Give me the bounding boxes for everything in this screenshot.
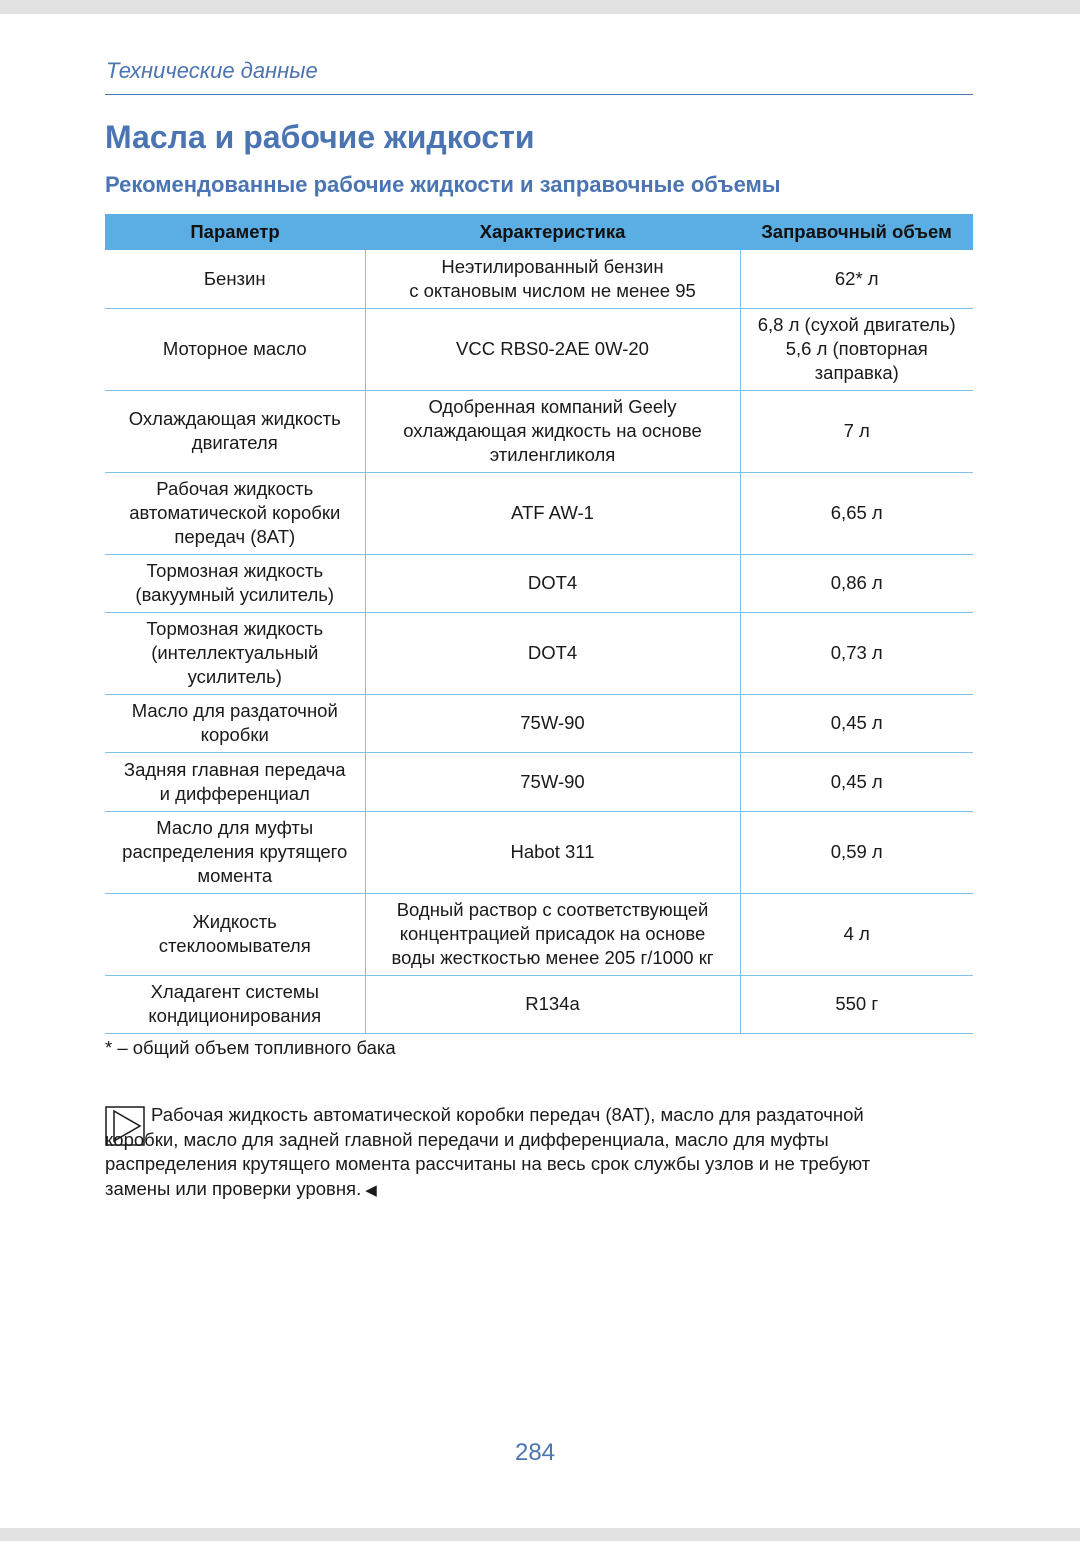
table-row	[105, 472, 973, 554]
table-header-row	[105, 214, 973, 250]
cell-parameter-line: автоматической коробки	[129, 502, 341, 523]
table-row	[105, 893, 973, 975]
cell-parameter	[105, 694, 365, 752]
fluids-table	[105, 214, 973, 1034]
cell-parameter-line: кондиционирования	[148, 1005, 322, 1026]
footnote: * – общий объем топливного бака	[105, 1037, 396, 1058]
cell-parameter-line: Тормозная жидкость	[146, 618, 324, 639]
table-row	[105, 752, 973, 811]
cell-volume	[740, 612, 973, 694]
cell-volume-line: заправка)	[814, 362, 899, 383]
page-subtitle: Рекомендованные рабочие жидкости и заправочные объемы	[105, 172, 781, 197]
cell-volume-line: 0,45 л	[830, 712, 883, 733]
cell-volume	[740, 811, 973, 893]
table-row	[105, 811, 973, 893]
cell-volume	[740, 893, 973, 975]
cell-specification	[365, 250, 740, 308]
cell-volume	[740, 975, 973, 1033]
cell-parameter	[105, 250, 365, 308]
cell-specification	[365, 893, 740, 975]
cell-specification-line: DOT4	[527, 642, 578, 663]
cell-volume-line: 6,65 л	[830, 502, 883, 523]
cell-specification-line: Водный раствор с соответствующей	[396, 899, 709, 920]
cell-volume-line: 0,59 л	[830, 841, 883, 862]
cell-parameter	[105, 975, 365, 1033]
cell-parameter-line: стеклоомывателя	[158, 935, 311, 956]
cell-specification-line: 75W-90	[520, 770, 585, 792]
service-note-text: Рабочая жидкость автоматической коробки передач (8AT), масло для раздаточной коробки, масло для задней главной передачи и дифференциала, масло для муфты распределения крутящего момента рассчитаны на весь срок службы узлов и не требуют замены или проверки уровня.	[105, 1104, 871, 1199]
cell-volume	[740, 472, 973, 554]
cell-parameter-line: (интеллектуальный	[151, 642, 319, 663]
cell-volume-line: 0,45 л	[830, 770, 883, 792]
cell-volume	[740, 390, 973, 472]
cell-volume-line: 7 л	[843, 420, 870, 441]
cell-parameter	[105, 811, 365, 893]
cell-specification-line: Неэтилированный бензин	[441, 255, 664, 277]
section-divider	[105, 94, 973, 95]
page-title: Масла и рабочие жидкости	[105, 119, 535, 155]
cell-volume	[740, 554, 973, 612]
cell-specification-line: охлаждающая жидкость на основе	[403, 420, 702, 441]
cell-parameter-line: Тормозная жидкость	[146, 560, 324, 581]
cell-parameter-line: Масло для раздаточной	[131, 700, 338, 721]
cell-parameter-line: момента	[197, 865, 273, 886]
table-row	[105, 308, 973, 390]
end-mark-icon: ◀	[365, 1181, 377, 1199]
cell-volume	[740, 308, 973, 390]
cell-volume	[740, 694, 973, 752]
cell-parameter-line: распределения крутящего	[122, 841, 348, 862]
cell-specification-line: концентрацией присадок на основе	[399, 923, 706, 944]
cell-parameter-line: Рабочая жидкость	[156, 478, 314, 499]
cell-specification	[365, 694, 740, 752]
cell-parameter-line: Охлаждающая жидкость	[128, 408, 341, 429]
cell-parameter-line: коробки	[200, 724, 269, 745]
cell-specification-line: Одобренная компаний Geely	[428, 396, 677, 417]
cell-parameter-line: Хладагент системы	[150, 981, 319, 1002]
cell-volume-line: 550 г	[835, 993, 879, 1014]
cell-parameter-line: Жидкость	[192, 911, 277, 932]
cell-specification-line: Habot 311	[510, 841, 595, 862]
cell-parameter	[105, 612, 365, 694]
cell-volume-line: 6,8 л (сухой двигатель)	[757, 314, 956, 335]
cell-parameter	[105, 472, 365, 554]
column-header-volume: Заправочный объем	[740, 214, 973, 250]
column-header-parameter: Параметр	[105, 214, 365, 250]
page-number: 284	[514, 1439, 556, 1466]
cell-parameter-line: двигателя	[191, 432, 278, 453]
column-header-specification: Характеристика	[365, 214, 740, 250]
cell-specification	[365, 554, 740, 612]
cell-parameter	[105, 554, 365, 612]
cell-parameter	[105, 752, 365, 811]
cell-specification	[365, 308, 740, 390]
cell-parameter-line: Масло для муфты	[156, 817, 314, 838]
cell-volume-line: 0,86 л	[830, 572, 883, 593]
cell-parameter	[105, 308, 365, 390]
bottom-edge	[0, 1528, 1080, 1541]
table-row	[105, 390, 973, 472]
cell-specification-line: воды жесткостью менее 205 г/1000 кг	[391, 947, 714, 968]
cell-specification	[365, 811, 740, 893]
cell-volume	[740, 752, 973, 811]
cell-specification-line: с октановым числом не менее 95	[409, 279, 696, 301]
table-row	[105, 694, 973, 752]
cell-parameter-line: и дифференциал	[159, 782, 310, 804]
cell-parameter-line: Бензин	[203, 267, 266, 289]
table-row	[105, 250, 973, 308]
cell-volume-line: 4 л	[843, 923, 870, 944]
cell-specification	[365, 390, 740, 472]
cell-volume	[740, 250, 973, 308]
cell-specification-line: VCC RBS0-2AE 0W-20	[456, 338, 649, 359]
cell-specification-line: R134a	[525, 993, 580, 1014]
cell-parameter-line: передач (8AT)	[174, 526, 296, 547]
service-note	[105, 1103, 935, 1203]
table-body	[105, 250, 973, 1033]
cell-parameter-line: усилитель)	[187, 666, 282, 687]
cell-specification-line: DOT4	[527, 572, 578, 593]
section-label: Технические данные	[106, 58, 318, 83]
cell-specification	[365, 472, 740, 554]
cell-volume-line: 62* л	[834, 267, 879, 289]
table-row	[105, 554, 973, 612]
cell-specification	[365, 612, 740, 694]
cell-specification	[365, 975, 740, 1033]
cell-parameter-line: Моторное масло	[162, 338, 307, 359]
top-edge	[0, 0, 1080, 14]
cell-volume-line: 5,6 л (повторная	[785, 338, 928, 359]
cell-parameter	[105, 390, 365, 472]
cell-specification-line: 75W-90	[520, 712, 585, 733]
cell-volume-line: 0,73 л	[830, 642, 883, 663]
cell-specification-line: ATF AW-1	[511, 502, 594, 523]
cell-specification	[365, 752, 740, 811]
cell-parameter-line: Задняя главная передача	[123, 758, 346, 780]
cell-specification-line: этиленгликоля	[489, 444, 616, 465]
table-row	[105, 975, 973, 1033]
cell-parameter-line: (вакуумный усилитель)	[135, 584, 335, 605]
table-row	[105, 612, 973, 694]
cell-parameter	[105, 893, 365, 975]
